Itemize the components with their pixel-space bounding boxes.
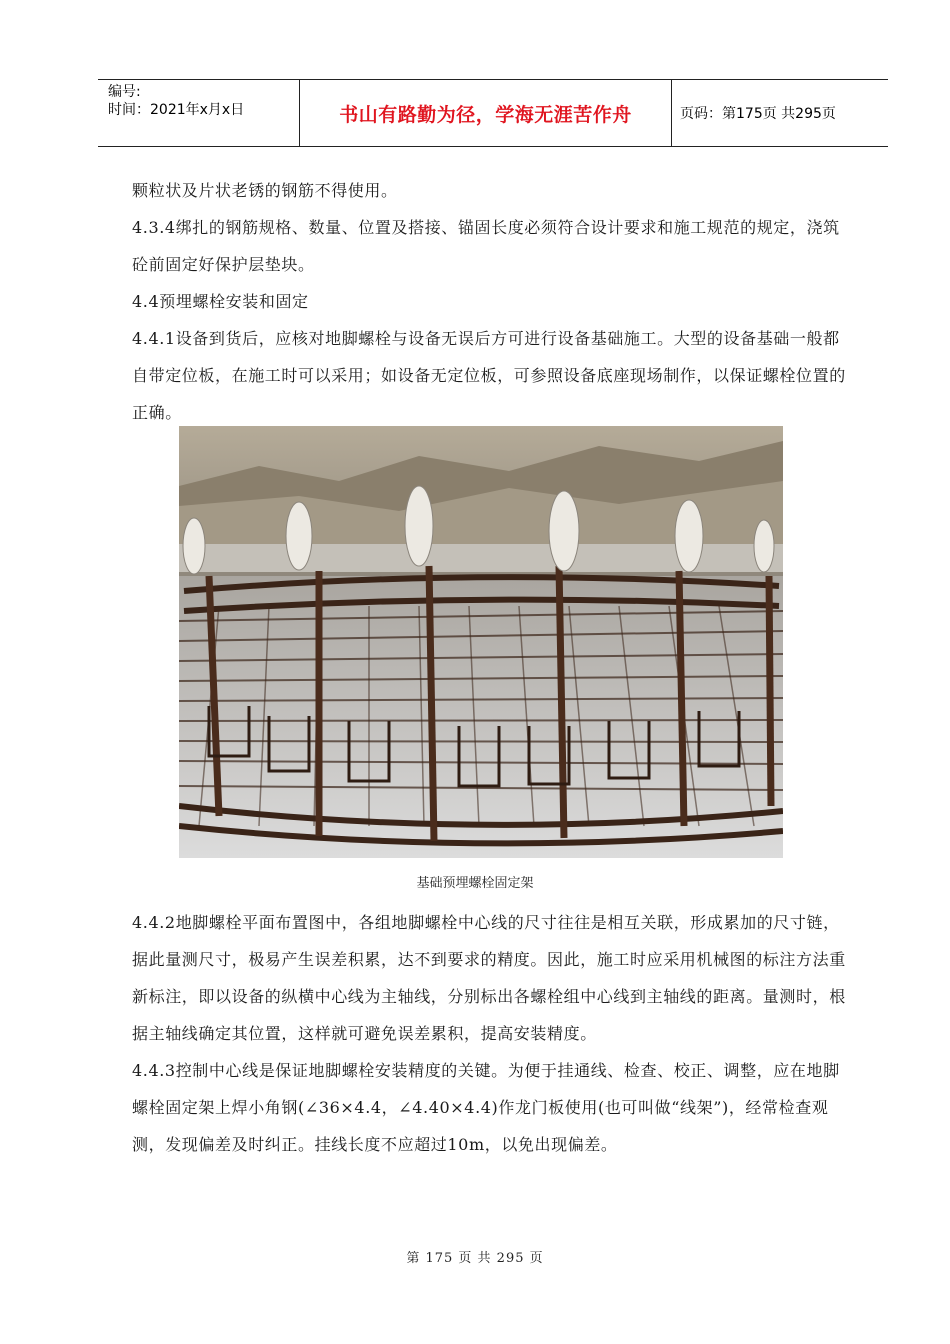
foundation-bolt-frame-photo — [179, 426, 783, 858]
paragraph: 4.4.3控制中心线是保证地脚螺栓安装精度的关键。为便于挂通线、检查、校正、调整，应在地脚螺栓固定架上焊小角钢(∠36×4.4，∠4.40×4.4)作龙门板使用(也可叫做“线架”)，经常检查观测，发现偏差及时纠正。挂线长度不应超过10m，以免出现偏差。 — [132, 1061, 840, 1154]
page-header — [98, 79, 888, 147]
page-footer: 第 175 页 共 295 页 — [406, 1251, 544, 1266]
body-text-top — [132, 172, 856, 431]
document-time: 时间：2021年x月x日 — [108, 102, 245, 118]
figure-caption: 基础预埋螺栓固定架 — [416, 876, 534, 891]
photo-illustration — [179, 426, 783, 858]
document-number-label: 编号: — [108, 84, 141, 100]
section-heading: 4.4预埋螺栓安装和固定 — [132, 292, 309, 311]
header-motto: 书山有路勤为径，学海无涯苦作舟 — [300, 80, 672, 146]
paragraph: 4.3.4绑扎的钢筋规格、数量、位置及搭接、锚固长度必须符合设计要求和施工规范的规定，浇筑砼前固定好保护层垫块。 — [132, 218, 840, 274]
header-page-info: 页码：第175页 共295页 — [680, 106, 836, 122]
paragraph: 颗粒状及片状老锈的钢筋不得使用。 — [132, 181, 398, 200]
paragraph: 4.4.1设备到货后，应核对地脚螺栓与设备无误后方可进行设备基础施工。大型的设备基础一般都自带定位板，在施工时可以采用；如设备无定位板，可参照设备底座现场制作，以保证螺栓位置的正确。 — [132, 329, 846, 422]
header-meta — [98, 80, 300, 146]
body-text-bottom — [132, 904, 856, 1163]
paragraph: 4.4.2地脚螺栓平面布置图中，各组地脚螺栓中心线的尺寸往往是相互关联，形成累加的尺寸链，据此量测尺寸，极易产生误差积累，达不到要求的精度。因此，施工时应采用机械图的标注方法重新标注，即以设备的纵横中心线为主轴线，分别标出各螺栓组中心线到主轴线的距离。量测时，根据主轴线确定其位置，这样就可避免误差累积，提高安装精度。 — [132, 913, 846, 1043]
